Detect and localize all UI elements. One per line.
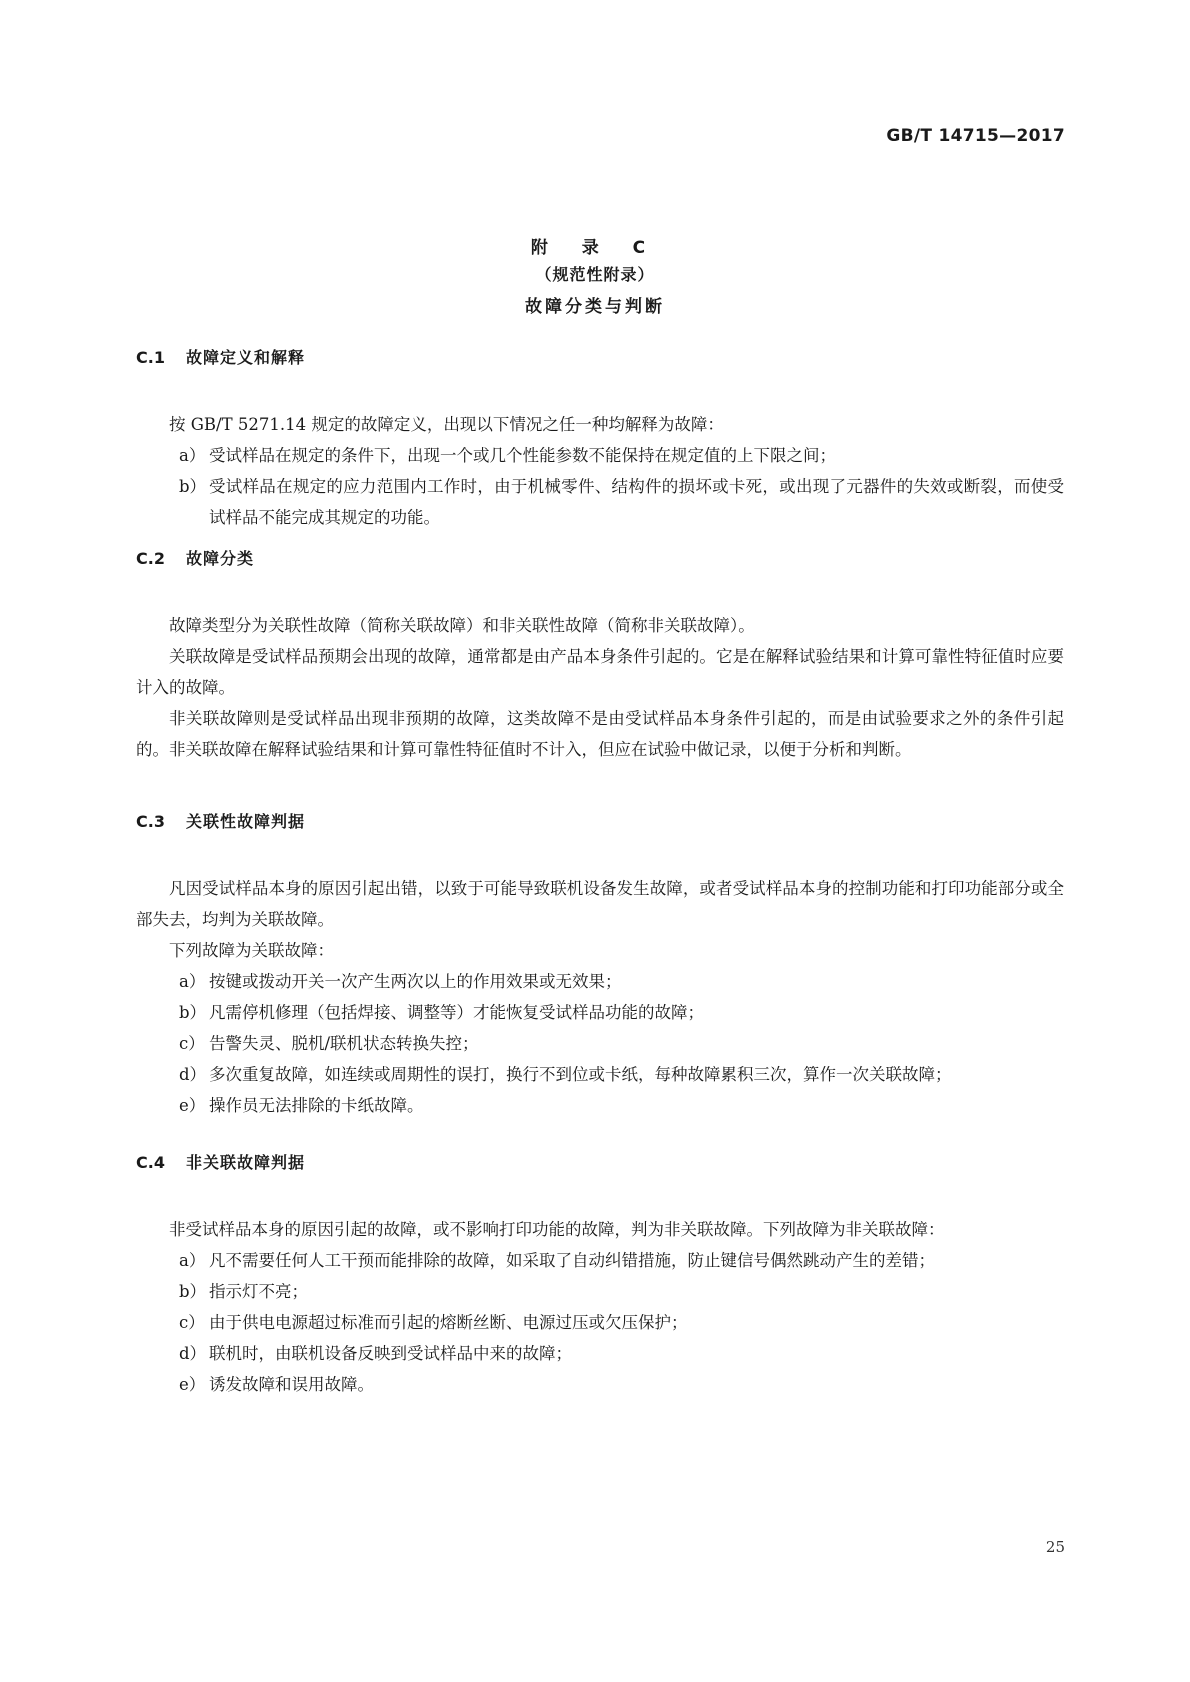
annex-name: 故障分类与判断	[525, 297, 665, 317]
list-text: 操作员无法排除的卡纸故障。	[209, 1096, 424, 1115]
list-text: 凡需停机修理（包括焊接、调整等）才能恢复受试样品功能的故障；	[209, 1003, 704, 1022]
list-item	[136, 1369, 1064, 1400]
paragraph: 关联故障是受试样品预期会出现的故障，通常都是由产品本身条件引起的。它是在解释试验结果和计算可靠性特征值时应要计入的故障。	[136, 647, 1064, 697]
section-heading	[136, 342, 1064, 373]
paragraph: 非受试样品本身的原因引起的故障，或不影响打印功能的故障，判为非关联故障。下列故障为非关联故障：	[169, 1220, 945, 1239]
section-c2	[136, 543, 1064, 765]
list-text: 指示灯不亮；	[209, 1282, 308, 1301]
list-label: a）	[179, 972, 206, 991]
section-heading	[136, 543, 1064, 574]
list-label: d）	[179, 1065, 207, 1084]
list-label: a）	[179, 446, 206, 465]
list-label: e）	[179, 1375, 206, 1394]
list-text: 受试样品在规定的应力范围内工作时，由于机械零件、结构件的损坏或卡死，或出现了元器件的失效或断裂，而使受试样品不能完成其规定的功能。	[209, 477, 1064, 527]
list-item	[136, 471, 1064, 533]
annex-title: 附 录 C	[530, 238, 660, 258]
list-text: 告警失灵、脱机/联机状态转换失控；	[209, 1034, 479, 1053]
list-item	[136, 997, 1064, 1028]
list-item	[136, 1028, 1064, 1059]
list-label: b）	[179, 1282, 207, 1301]
list-item	[136, 966, 1064, 997]
list-text: 由于供电电源超过标准而引起的熔断丝断、电源过压或欠压保护；	[209, 1313, 688, 1332]
section-number: C.2	[136, 549, 165, 568]
list-text: 诱发故障和误用故障。	[209, 1375, 374, 1394]
list-label: b）	[179, 1003, 207, 1022]
list-label: b）	[179, 477, 207, 496]
list-item	[136, 1276, 1064, 1307]
paragraph: 故障类型分为关联性故障（简称关联故障）和非关联性故障（简称非关联故障）。	[169, 616, 755, 635]
section-c3	[136, 806, 1064, 1121]
section-heading	[136, 806, 1064, 837]
section-title: 故障定义和解释	[186, 348, 306, 367]
annex-type: （规范性附录）	[535, 265, 655, 284]
list-item	[136, 1090, 1064, 1121]
paragraph: 按 GB/T 5271.14 规定的故障定义，出现以下情况之任一种均解释为故障：	[169, 415, 724, 434]
section-number: C.1	[136, 348, 165, 367]
section-c1	[136, 342, 1064, 533]
section-title: 非关联故障判据	[186, 1153, 306, 1172]
page-number: 25	[1045, 1538, 1065, 1556]
list-item	[136, 1245, 1064, 1276]
list-item	[136, 1307, 1064, 1338]
paragraph: 下列故障为关联故障：	[169, 941, 334, 960]
section-number: C.3	[136, 812, 165, 831]
section-heading	[136, 1147, 1064, 1178]
list-item	[136, 1059, 1064, 1090]
list-text: 受试样品在规定的条件下，出现一个或几个性能参数不能保持在规定值的上下限之间；	[209, 446, 836, 465]
list-item	[136, 1338, 1064, 1369]
list-text: 联机时，由联机设备反映到受试样品中来的故障；	[209, 1344, 572, 1363]
section-number: C.4	[136, 1153, 165, 1172]
list-text: 多次重复故障，如连续或周期性的误打，换行不到位或卡纸，每种故障累积三次，算作一次关联故障；	[209, 1065, 952, 1084]
section-c4	[136, 1147, 1064, 1400]
list-item	[136, 440, 1064, 471]
list-label: e）	[179, 1096, 206, 1115]
section-title: 关联性故障判据	[186, 812, 306, 831]
standard-code: GB/T 14715—2017	[886, 126, 1065, 146]
paragraph: 非关联故障则是受试样品出现非预期的故障，这类故障不是由受试样品本身条件引起的，而是由试验要求之外的条件引起的。非关联故障在解释试验结果和计算可靠性特征值时不计入，但应在试验中做记录，以便于分析和判断。	[136, 709, 1064, 759]
list-text: 按键或拨动开关一次产生两次以上的作用效果或无效果；	[209, 972, 622, 991]
list-text: 凡不需要任何人工干预而能排除的故障，如采取了自动纠错措施，防止键信号偶然跳动产生的差错；	[209, 1251, 935, 1270]
list-label: c）	[179, 1034, 205, 1053]
list-label: a）	[179, 1251, 206, 1270]
list-label: c）	[179, 1313, 205, 1332]
paragraph: 凡因受试样品本身的原因引起出错，以致于可能导致联机设备发生故障，或者受试样品本身的控制功能和打印功能部分或全部失去，均判为关联故障。	[136, 879, 1064, 929]
section-title: 故障分类	[186, 549, 255, 568]
list-label: d）	[179, 1344, 207, 1363]
